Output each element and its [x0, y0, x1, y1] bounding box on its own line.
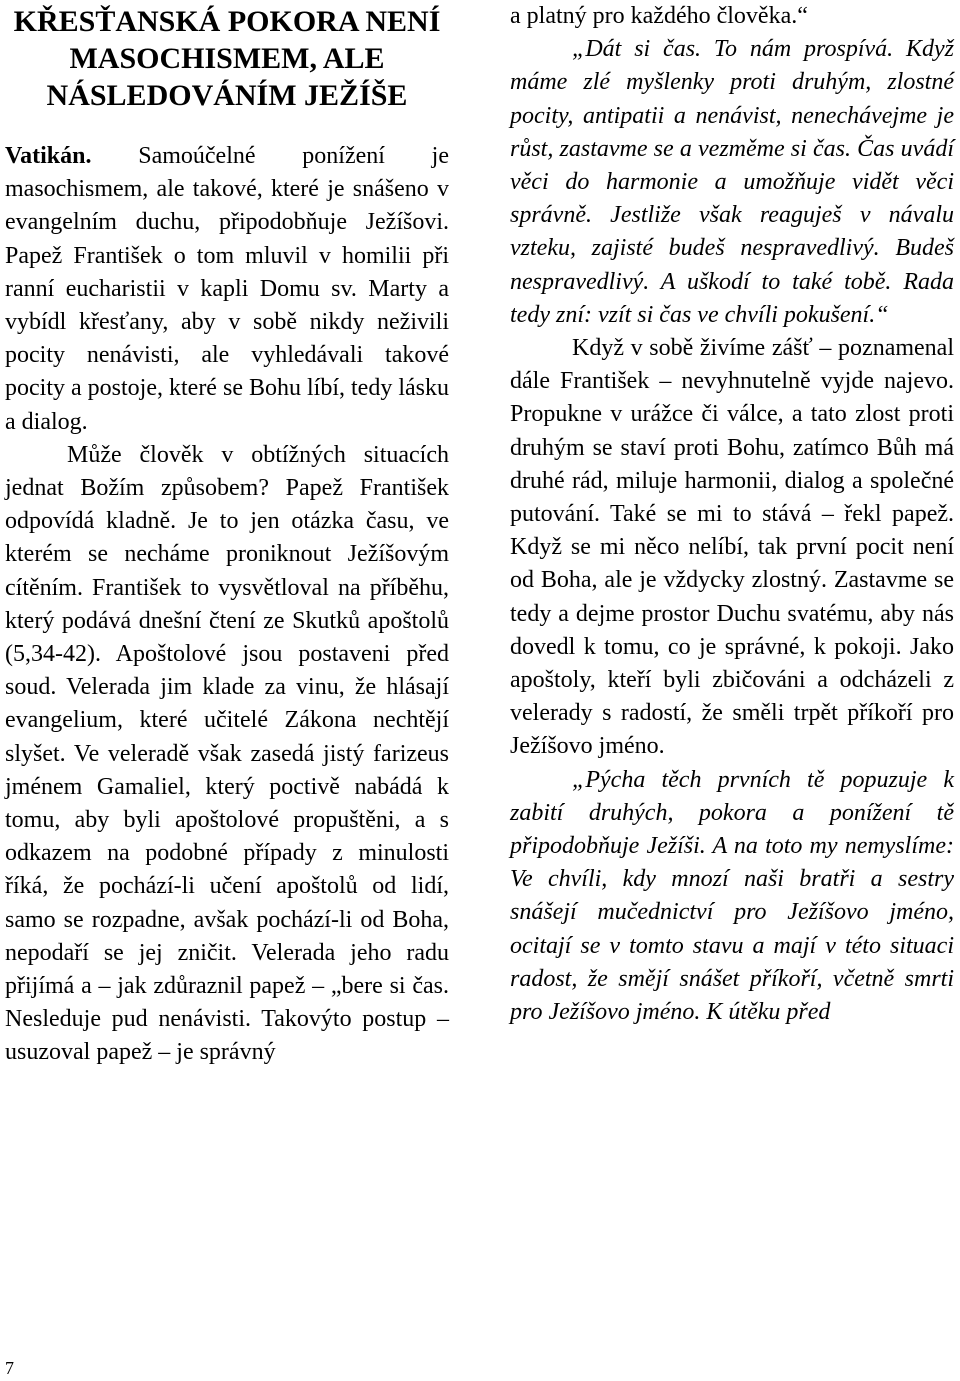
article-title: KŘESŤANSKÁ POKORA NENÍ MASOCHISMEM, ALE NÁSLEDOVÁNÍM JEŽÍŠE	[13, 5, 441, 112]
left-column	[5, 0, 449, 1070]
dateline-location: Vatikán.	[5, 143, 92, 169]
lead-paragraph	[5, 140, 449, 439]
quote-paragraph-1: „Dát si čas. To nám prospívá. Když máme zlé myšlenky proti druhým, zlostné pocity, antipatii a nenávist, nenechávejme je růst, zastavme se a vezměme si čas. Čas uvádí věci do harmonie a umožňuje vidět věci správně. Jestliže však reaguješ v návalu vzteku, zajisté budeš nespravedlivý. Budeš nespravedlivý. A uškodí to také tobě. Rada tedy zní: vzít si čas ve chvíli pokušení.“	[510, 36, 954, 328]
body-paragraph-2: Může člověk v obtížných situacích jednat Božím způsobem? Papež František odpovídá kladně. Je to jen otázka času, ve kterém se necháme proniknout Ježíšovým cítěním. František to vysvětloval na příběhu, který podává dnešní čtení ze Skutků apoštolů (5,34-42). Apoštolové jsou postaveni před soud. Velerada jim klade za vinu, že hlásají evangelium, které učitelé Zákona nechtějí slyšet. Ve veleradě však zasedá jistý farizeus jménem Gamaliel, který poctivě nabádá k tomu, aby byli apoštolové propuštěni, a s odkazem na podobné případy z minulosti říká, že pochází-li učení apoštolů od lidí, samo se rozpadne, avšak pochází-li od Boha, nepodaří se jej zničit. Velerada jeho radu přijímá a – jak zdůraznil papež – „bere si čas. Nesleduje pud nenávisti. Takovýto postup – usuzoval papež – je správný	[5, 441, 449, 1066]
quote-paragraph-2: „Pýcha těch prvních tě popuzuje k zabití druhých, pokora a ponížení tě připodobňuje Ježíši. A na toto my nemyslíme: Ve chvíli, kdy mnozí naši bratři a sestry snášejí mučednictví pro Ježíšovo jméno, ocitají se v tomto stavu a mají v této situaci radost, že smějí snášet příkoří, včetně smrti pro Ježíšovo jméno. K útěku před	[510, 766, 954, 1026]
right-column	[510, 0, 954, 1029]
page-number: 7	[5, 1358, 14, 1378]
lead-paragraph-text: Samoúčelné ponížení je masochismem, ale takové, které je snášeno v evangelním duchu, připodobňuje Ježíšovi. Papež František o tom mluvil v homilii při ranní eucharistii v kapli Domu sv. Marty a vybídl křesťany, aby v sobě nikdy neživili pocity nenávisti, ale vyhledávali takové pocity a postoje, které se Bohu líbí, tedy lásku a dialog.	[5, 143, 449, 435]
body-paragraph-3: Když v sobě živíme zášť – poznamenal dále František – nevyhnutelně vyjde najevo. Propukne v urážce či válce, a tato zlost proti druhým se staví proti Bohu, zatímco Bůh má druhé rád, miluje harmonii, dialog a společné putování. Také se mi to stává – řekl papež. Když se mi něco nelíbí, tak první pocit není od Boha, ale je vždycky zlostný. Zastavme se tedy a dejme prostor Duchu svatému, aby nás dovedl k tomu, co je správné, k pokoji. Jako apoštoly, kteří byli zbičováni a odcházeli z velerady s radostí, že směli trpět příkoří pro Ježíšovo jméno.	[510, 335, 954, 760]
body-paragraph-2-continued: a platný pro každého člověka.“	[510, 3, 808, 29]
